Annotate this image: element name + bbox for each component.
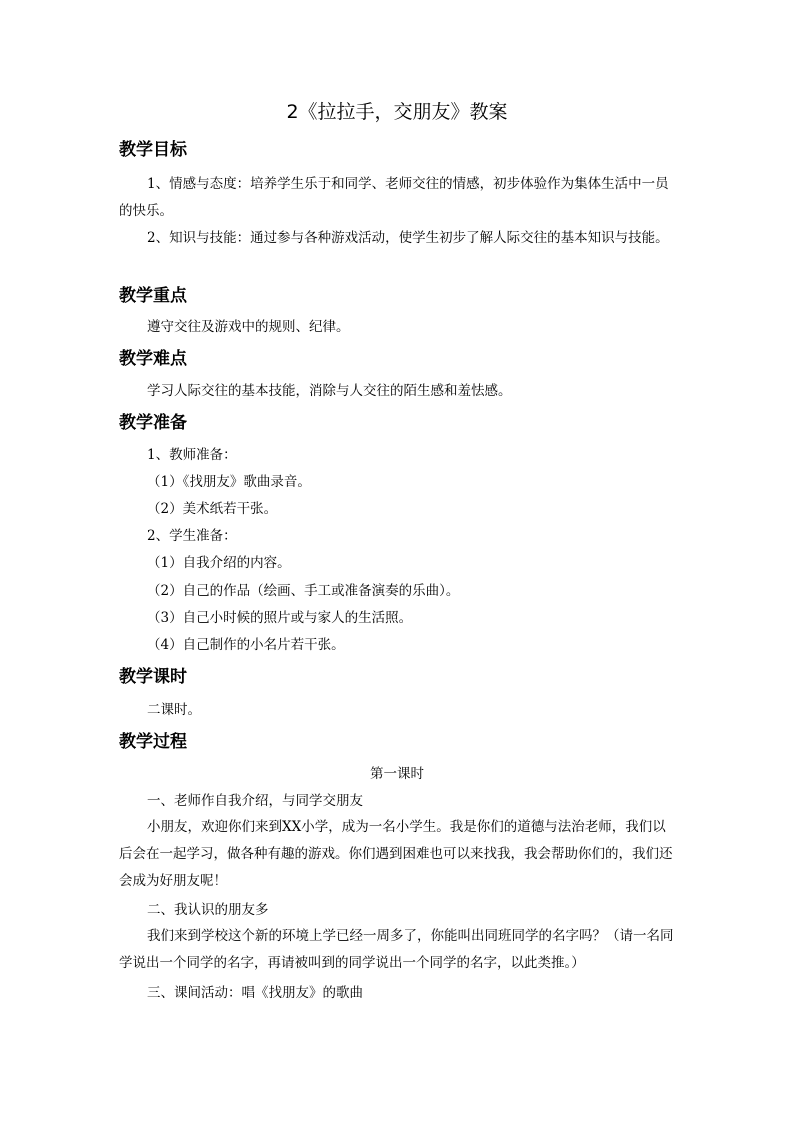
student-prep-item: （4）自己制作的小名片若干张。 — [147, 637, 345, 653]
objective-emotion: 1、情感与态度：培养学生乐于和同学、老师交往的情感，初步体验作为集体生活中一员的快乐。 — [119, 176, 669, 219]
objective-skills: 2、知识与技能：通过参与各种游戏活动，使学生初步了解人际交往的基本知识与技能。 — [147, 230, 669, 246]
teacher-prep-label: 1、教师准备： — [147, 447, 237, 463]
student-prep-label: 2、学生准备： — [147, 528, 237, 544]
step-two-text: 我们来到学校这个新的环境上学已经一周多了，你能叫出同班同学的名字吗？（请一名同学说出一个同学的名字，再请被叫到的同学说出一个同学的名字，以此类推。） — [119, 928, 674, 971]
heading-process: 教学过程 — [119, 732, 187, 752]
document-title: 2《拉拉手，交朋友》教案 — [286, 101, 508, 123]
heading-objectives: 教学目标 — [119, 140, 187, 160]
step-two-title: 二、我认识的朋友多 — [147, 902, 269, 918]
session-title: 第一课时 — [370, 766, 424, 782]
student-prep-item: （3）自己小时候的照片或与家人的生活照。 — [147, 610, 413, 626]
step-one-title: 一、老师作自我介绍，与同学交朋友 — [147, 793, 363, 809]
heading-key-points: 教学重点 — [119, 286, 187, 306]
step-three-title: 三、课间活动：唱《找朋友》的歌曲 — [147, 985, 363, 1001]
teacher-prep-item: （1）《找朋友》歌曲录音。 — [147, 474, 311, 490]
difficulties-text: 学习人际交往的基本技能，消除与人交往的陌生感和羞怯感。 — [147, 383, 512, 399]
student-prep-item: （1）自我介绍的内容。 — [147, 555, 291, 571]
heading-hours: 教学课时 — [119, 667, 187, 687]
heading-difficulties: 教学难点 — [119, 349, 187, 369]
step-one-text: 小朋友，欢迎你们来到XX小学，成为一名小学生。我是你们的道德与法治老师，我们以后会在一起学习，做各种有趣的游戏。你们遇到困难也可以来找我，我会帮助你们的，我们还会成为好朋友呢！ — [119, 819, 673, 889]
student-prep-item: （2）自己的作品（绘画、手工或准备演奏的乐曲）。 — [147, 583, 460, 599]
teacher-prep-item: （2）美术纸若干张。 — [147, 501, 278, 517]
hours-text: 二课时。 — [147, 702, 201, 718]
key-points-text: 遵守交往及游戏中的规则、纪律。 — [147, 319, 350, 335]
heading-preparation: 教学准备 — [119, 413, 187, 433]
